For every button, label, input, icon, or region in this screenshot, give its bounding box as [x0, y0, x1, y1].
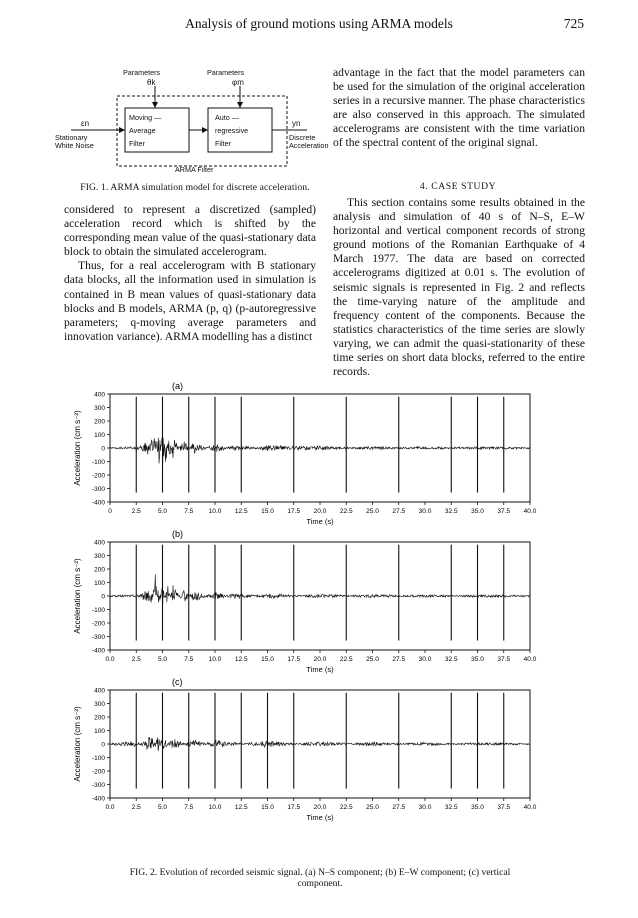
theta-arrowhead: [152, 102, 158, 108]
input-label-line2: White Noise: [55, 141, 94, 150]
x-tick-label: 30.0: [418, 804, 432, 811]
params-left-label: Parameters: [123, 68, 161, 77]
x-tick-label: 7.5: [184, 508, 194, 515]
y-tick-label: 300: [94, 701, 105, 708]
x-tick-label: 40.0: [523, 508, 537, 515]
x-tick-label: 27.5: [392, 804, 406, 811]
input-label-line1: Stationary: [55, 133, 88, 142]
x-tick-label: 25.0: [366, 656, 379, 663]
y-tick-label: -100: [91, 755, 105, 762]
panel-label: (b): [172, 529, 183, 539]
x-tick-label: 35.0: [471, 804, 484, 811]
x-tick-label: 40.0: [523, 656, 537, 663]
x-tick-label: 37.5: [497, 656, 511, 663]
seismic-panel-1: [73, 381, 537, 526]
y-tick-label: -100: [91, 459, 105, 466]
params-right-label: Parameters: [207, 68, 245, 77]
x-tick-label: 5.0: [157, 656, 168, 663]
x-tick-label: 35.0: [471, 508, 484, 515]
x-axis-label: Time (s): [306, 517, 334, 526]
y-tick-label: 200: [94, 714, 105, 722]
series-line: [110, 574, 530, 606]
x-tick-label: 27.5: [392, 656, 406, 663]
arma-filter-label: ARMA Filter: [175, 165, 214, 174]
x-tick-label: 37.5: [497, 804, 511, 811]
x-tick-label: 0.0: [105, 656, 115, 663]
y-tick-label: -400: [91, 795, 105, 803]
left-paragraph-2: Thus, for a real accelerogram with B stationary data blocks, all the information used in simulation is contained in B mean values of quasi-stationary data blocks and B models, ARMA (p, q) (p-autoregressive parameters; q-moving average parameters and innovation variance). ARMA modelling has a distinct: [64, 259, 316, 343]
y-tick-label: -200: [91, 620, 105, 628]
panel-label: (c): [172, 677, 183, 687]
x-tick-label: 30.0: [418, 656, 432, 663]
y-tick-label: 0: [101, 741, 105, 749]
y-axis-label: Acceleration (cm s⁻²): [73, 706, 82, 782]
y-tick-label: 100: [94, 728, 105, 735]
seismic-panel-3: [73, 677, 537, 822]
y-tick-label: -100: [91, 607, 105, 614]
x-axis-label: Time (s): [306, 813, 334, 822]
x-tick-label: 12.5: [234, 656, 248, 663]
x-tick-label: 22.5: [339, 656, 353, 663]
y-tick-label: -400: [91, 499, 105, 507]
series-line: [110, 737, 530, 751]
x-tick-label: 0.0: [105, 804, 115, 811]
y-tick-label: 400: [94, 391, 105, 399]
right-paragraph-2: This section contains some results obtained in the analysis and simulation of 40 s of N–S, E–W horizontal and vertical component records of strong ground motions of the Romanian Earthquake of 4 March 1977. The data are based on corrected accelerograms digitized at 0.01 s. The evolution of seismic signals is represented in Fig. 2 and reflects the time-varying nature of the amplitude and frequency content of the components. Because the statistics characteristics of the time series are slowly varying, we can admit the quasi-stationarity of these time series on short data blocks, referred to the entire records.: [333, 196, 585, 379]
x-axis-label: Time (s): [306, 665, 334, 674]
panel-label: (a): [172, 381, 183, 391]
phi-arrowhead: [237, 102, 243, 108]
output-symbol: yn: [292, 119, 301, 128]
seismic-panel-2: [73, 529, 537, 674]
fig2-charts: [60, 352, 580, 866]
x-tick-label: 0: [108, 508, 112, 515]
y-tick-label: -300: [91, 634, 105, 641]
theta-label: θk: [147, 78, 156, 87]
x-tick-label: 2.5: [131, 804, 141, 811]
y-tick-label: -200: [91, 472, 105, 480]
x-tick-label: 10.0: [208, 508, 222, 515]
x-tick-label: 7.5: [184, 656, 194, 663]
x-tick-label: 20.0: [313, 508, 327, 515]
y-tick-label: -400: [91, 647, 105, 655]
x-tick-label: 37.5: [497, 508, 511, 515]
connect-arrowhead: [202, 127, 208, 133]
y-tick-label: 100: [94, 580, 105, 587]
page-number: 725: [563, 16, 584, 31]
x-tick-label: 15.0: [261, 804, 274, 811]
x-tick-label: 10.0: [208, 656, 222, 663]
input-symbol: εn: [81, 119, 90, 128]
x-tick-label: 2.5: [131, 508, 141, 515]
y-tick-label: 100: [94, 432, 105, 439]
x-tick-label: 32.5: [444, 508, 458, 515]
x-tick-label: 22.5: [339, 508, 353, 515]
x-tick-label: 35.0: [471, 656, 484, 663]
x-tick-label: 5.0: [157, 804, 168, 811]
fig2-caption-line1: FIG. 2. Evolution of recorded seismic signal. (a) N–S component; (b) E–W component; (c) vertical: [129, 867, 511, 878]
x-tick-label: 15.0: [261, 508, 274, 515]
left-paragraph-1: considered to represent a discretized (sampled) acceleration record which is shifted by the corresponding mean value of the quasi-stationary data block to obtain the simulated accelerogram.: [64, 203, 316, 259]
y-tick-label: 300: [94, 405, 105, 412]
x-tick-label: 2.5: [131, 656, 141, 663]
x-tick-label: 25.0: [366, 508, 379, 515]
right-column-top: [333, 66, 585, 151]
running-title: Analysis of ground motions using ARMA models: [185, 16, 453, 31]
y-tick-label: -300: [91, 782, 105, 789]
output-label-line2: Acceleration: [289, 141, 329, 150]
y-tick-label: 300: [94, 553, 105, 560]
y-tick-label: 0: [101, 593, 105, 601]
y-tick-label: 400: [94, 687, 105, 695]
x-tick-label: 32.5: [444, 656, 458, 663]
x-tick-label: 20.0: [313, 656, 327, 663]
right-paragraph-1: advantage in the fact that the model parameters can be used for the simulation of the original acceleration series in a recursive manner. The phase characteristics are also conserved in this approach. The simulated accelerograms are consistent with the time variation of the spectral content of the original signal.: [333, 66, 585, 150]
y-axis-label: Acceleration (cm s⁻²): [73, 558, 82, 634]
ar-label-line1: Auto —: [215, 113, 239, 122]
output-label-line1: Discrete: [289, 133, 316, 142]
x-tick-label: 17.5: [287, 804, 301, 811]
x-tick-label: 25.0: [366, 804, 379, 811]
ma-label-line2: Average: [129, 126, 156, 135]
y-tick-label: -300: [91, 486, 105, 493]
y-tick-label: 0: [101, 445, 105, 453]
x-tick-label: 12.5: [234, 804, 248, 811]
fig1-diagram: [55, 66, 340, 178]
y-axis-label: Acceleration (cm s⁻²): [73, 410, 82, 486]
ma-label-line1: Moving —: [129, 113, 162, 122]
y-tick-label: 200: [94, 418, 105, 426]
fig2-caption: [70, 867, 570, 889]
input-arrowhead: [119, 127, 125, 133]
x-tick-label: 20.0: [313, 804, 327, 811]
x-tick-label: 22.5: [339, 804, 353, 811]
fig2-caption-line2: component.: [297, 878, 343, 889]
y-tick-label: 200: [94, 566, 105, 574]
x-tick-label: 15.0: [261, 656, 274, 663]
x-tick-label: 17.5: [287, 656, 301, 663]
y-tick-label: -200: [91, 768, 105, 776]
series-line: [110, 437, 530, 468]
ar-label-line3: Filter: [215, 139, 231, 148]
fig1-caption: FIG. 1. ARMA simulation model for discrete acceleration.: [80, 182, 310, 193]
x-tick-label: 40.0: [523, 804, 537, 811]
y-tick-label: 400: [94, 539, 105, 547]
x-tick-label: 10.0: [208, 804, 222, 811]
phi-label: φm: [232, 78, 244, 87]
plot-frame: [110, 542, 530, 650]
x-tick-label: 7.5: [184, 804, 194, 811]
x-tick-label: 12.5: [234, 508, 248, 515]
x-tick-label: 32.5: [444, 804, 458, 811]
x-tick-label: 17.5: [287, 508, 301, 515]
x-tick-label: 30.0: [418, 508, 432, 515]
section-title: 4. CASE STUDY: [419, 181, 497, 192]
x-tick-label: 5.0: [157, 508, 168, 515]
x-tick-label: 27.5: [392, 508, 406, 515]
left-column: [64, 203, 316, 344]
ar-label-line2: regressive: [215, 126, 249, 135]
ma-label-line3: Filter: [129, 139, 145, 148]
